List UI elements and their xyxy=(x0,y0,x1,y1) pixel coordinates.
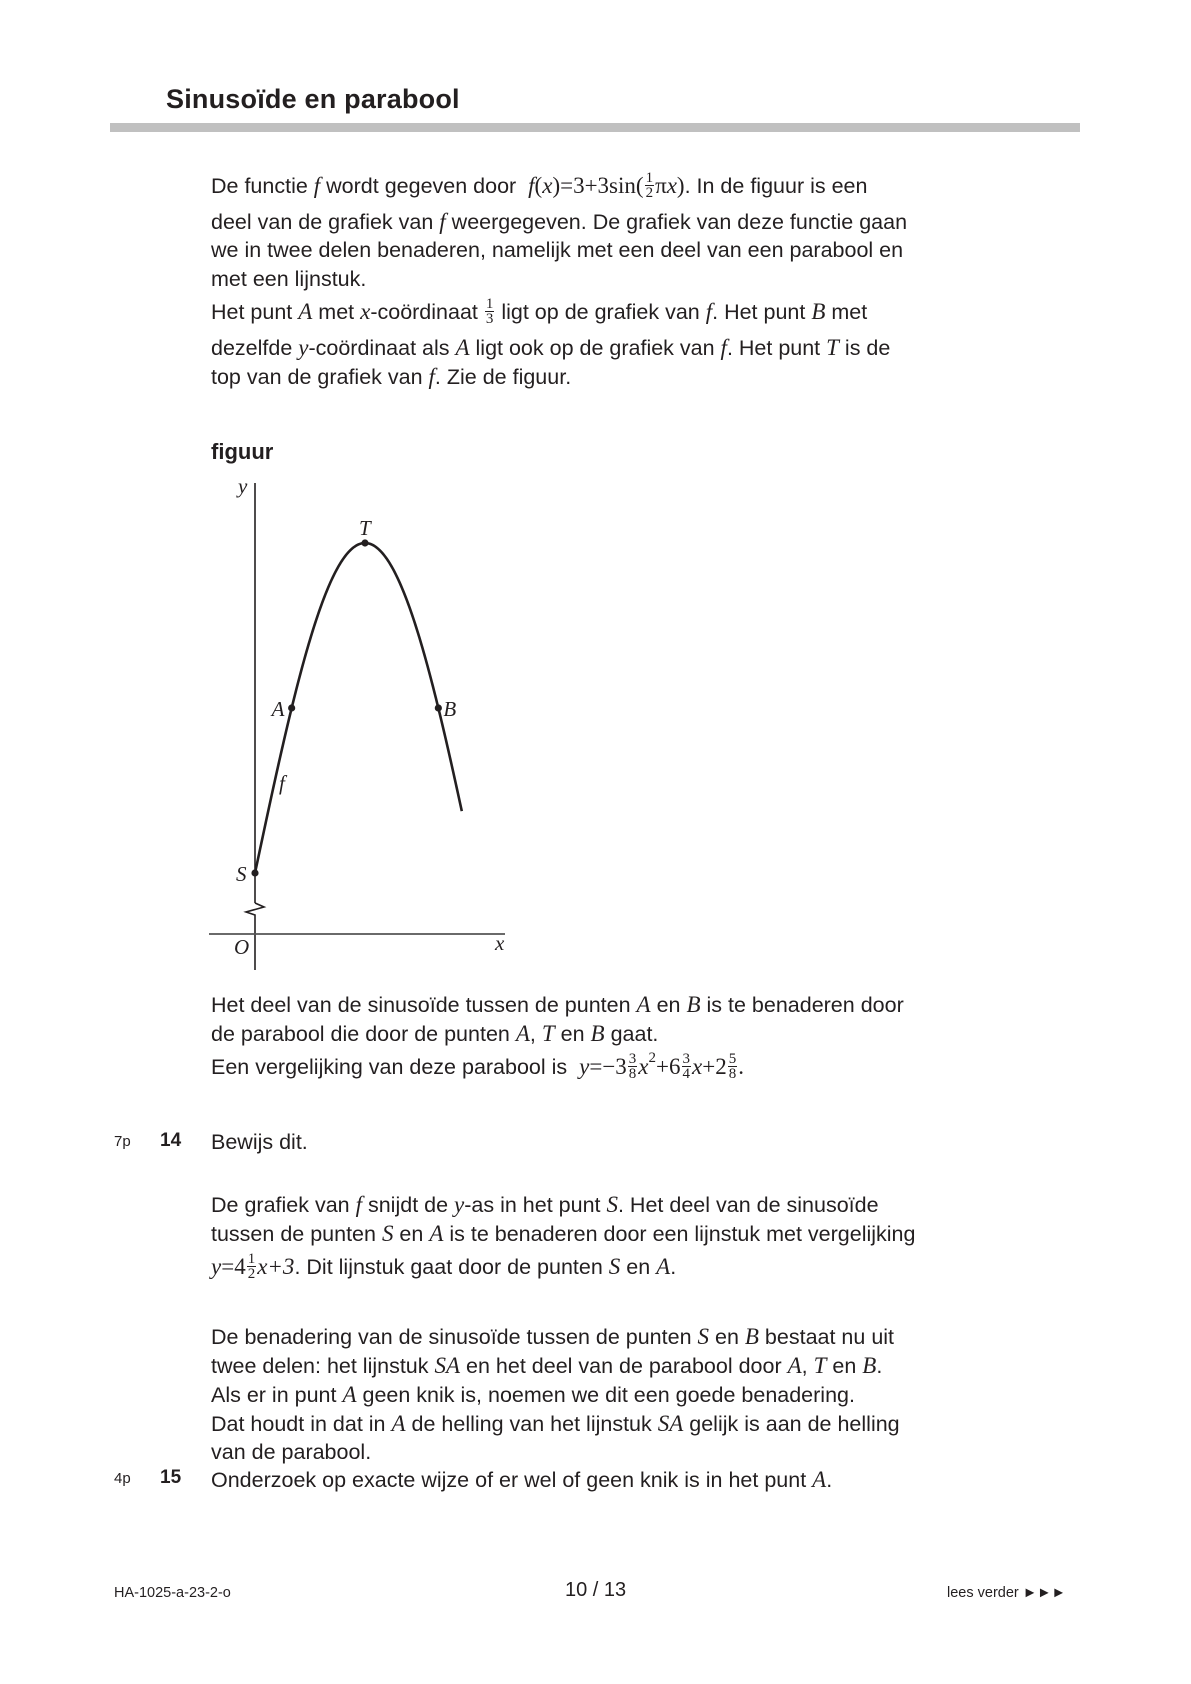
formula-x: (x) xyxy=(534,173,561,198)
y-axis-label: y xyxy=(238,474,248,498)
line-text-1: De grafiek van f snijdt de y-as in het punt S. Het deel van de sinusoïde xyxy=(211,1192,879,1217)
curve-label-f: f xyxy=(279,771,285,795)
formula-f: f xyxy=(528,173,535,198)
intro-line-7: top van de grafiek van f. Zie de figuur. xyxy=(211,364,572,389)
fraction: $\frac{3}{4}$ xyxy=(682,1050,690,1082)
approx-line-1: De benadering van de sinusoïde tussen de punten S en B bestaat nu uit xyxy=(211,1324,895,1349)
page-number: 10 / 13 xyxy=(565,1579,627,1601)
function-curve xyxy=(255,543,462,873)
approx-line-2: twee delen: het lijnstuk SA en het deel van de parabool door A, T en B. xyxy=(211,1353,883,1378)
intro-line-2: deel van de grafiek van f weergegeven. De grafiek van deze functie gaan xyxy=(211,209,908,234)
point-label-S: S xyxy=(236,862,247,886)
parabola-line-2: de parabool die door de punten A, T en B gaat. xyxy=(211,1021,659,1046)
text: wordt gegeven door xyxy=(320,174,523,198)
fraction: $\frac{1}{2}$ xyxy=(247,1250,256,1282)
question-15-points: 4p xyxy=(114,1470,131,1487)
point-label-A: A xyxy=(271,697,285,721)
point-label-T: T xyxy=(359,516,371,540)
section-title: Sinusoïde en parabool xyxy=(166,84,460,114)
question-15-text: Onderzoek op exacte wijze of er wel of geen knik is in het punt A. xyxy=(211,1467,833,1492)
line-equation-line: y=4 $\frac{1}{2}$ x+3. Dit lijnstuk gaat door de punten S en A. xyxy=(211,1250,677,1282)
text: De functie xyxy=(211,174,314,198)
question-15-number: 15 xyxy=(160,1467,182,1488)
fraction-third: $\frac{1}{3}$ xyxy=(485,295,494,327)
formula-body: =3+3sin( xyxy=(560,173,644,198)
parabola-equation-line: Een vergelijking van deze parabool is y=−3 $\frac{3}{8}$ $x^2+6$ $\frac{3}{4}$ x+2 $\frac{5}{8}$ . xyxy=(211,1049,744,1082)
line-text-2: tussen de punten S en A is te benaderen door een lijnstuk met vergelijking xyxy=(211,1221,916,1246)
approx-line-4: Dat houdt in dat in A de helling van het lijnstuk SA gelijk is aan de helling xyxy=(211,1411,900,1436)
fraction-half: $\frac{1}{2}$ xyxy=(645,169,654,201)
text: . In de figuur is een xyxy=(684,174,868,198)
figure-label: figuur xyxy=(211,439,274,464)
x-axis-label: x xyxy=(495,931,505,955)
point-A xyxy=(288,704,295,711)
origin-label: O xyxy=(234,935,250,959)
intro-line-3: we in twee delen benaderen, namelijk met een deel van een parabool en xyxy=(211,238,904,262)
approx-line-5: van de parabool. xyxy=(211,1440,372,1464)
intro-line-5: Het punt A met x-coördinaat $\frac{1}{3}$ ligt op de grafiek van f. Het punt B met xyxy=(211,295,868,327)
fraction: $\frac{3}{8}$ xyxy=(628,1050,637,1082)
point-label-B: B xyxy=(443,697,457,721)
point-T xyxy=(361,539,368,546)
intro-line-4: met een lijnstuk. xyxy=(211,267,367,291)
formula-tail: πx) xyxy=(655,173,685,198)
var-f: f xyxy=(313,173,321,198)
exam-code: HA-1025-a-23-2-o xyxy=(114,1585,231,1601)
intro-line-6: dezelfde y-coördinaat als A ligt ook op de grafiek van f. Het punt T is de xyxy=(211,335,891,360)
approx-line-3: Als er in punt A geen knik is, noemen we dit een goede benadering. xyxy=(211,1382,855,1407)
point-B xyxy=(435,704,442,711)
continue-indicator: lees verder ►►► xyxy=(947,1585,1066,1601)
question-14-number: 14 xyxy=(160,1130,182,1151)
parabola-line-1: Het deel van de sinusoïde tussen de punten A en B is te benaderen door xyxy=(211,992,904,1017)
question-14-text: Bewijs dit. xyxy=(211,1130,308,1154)
fraction: $\frac{5}{8}$ xyxy=(728,1050,737,1082)
point-S xyxy=(251,869,258,876)
question-14-points: 7p xyxy=(114,1133,131,1150)
